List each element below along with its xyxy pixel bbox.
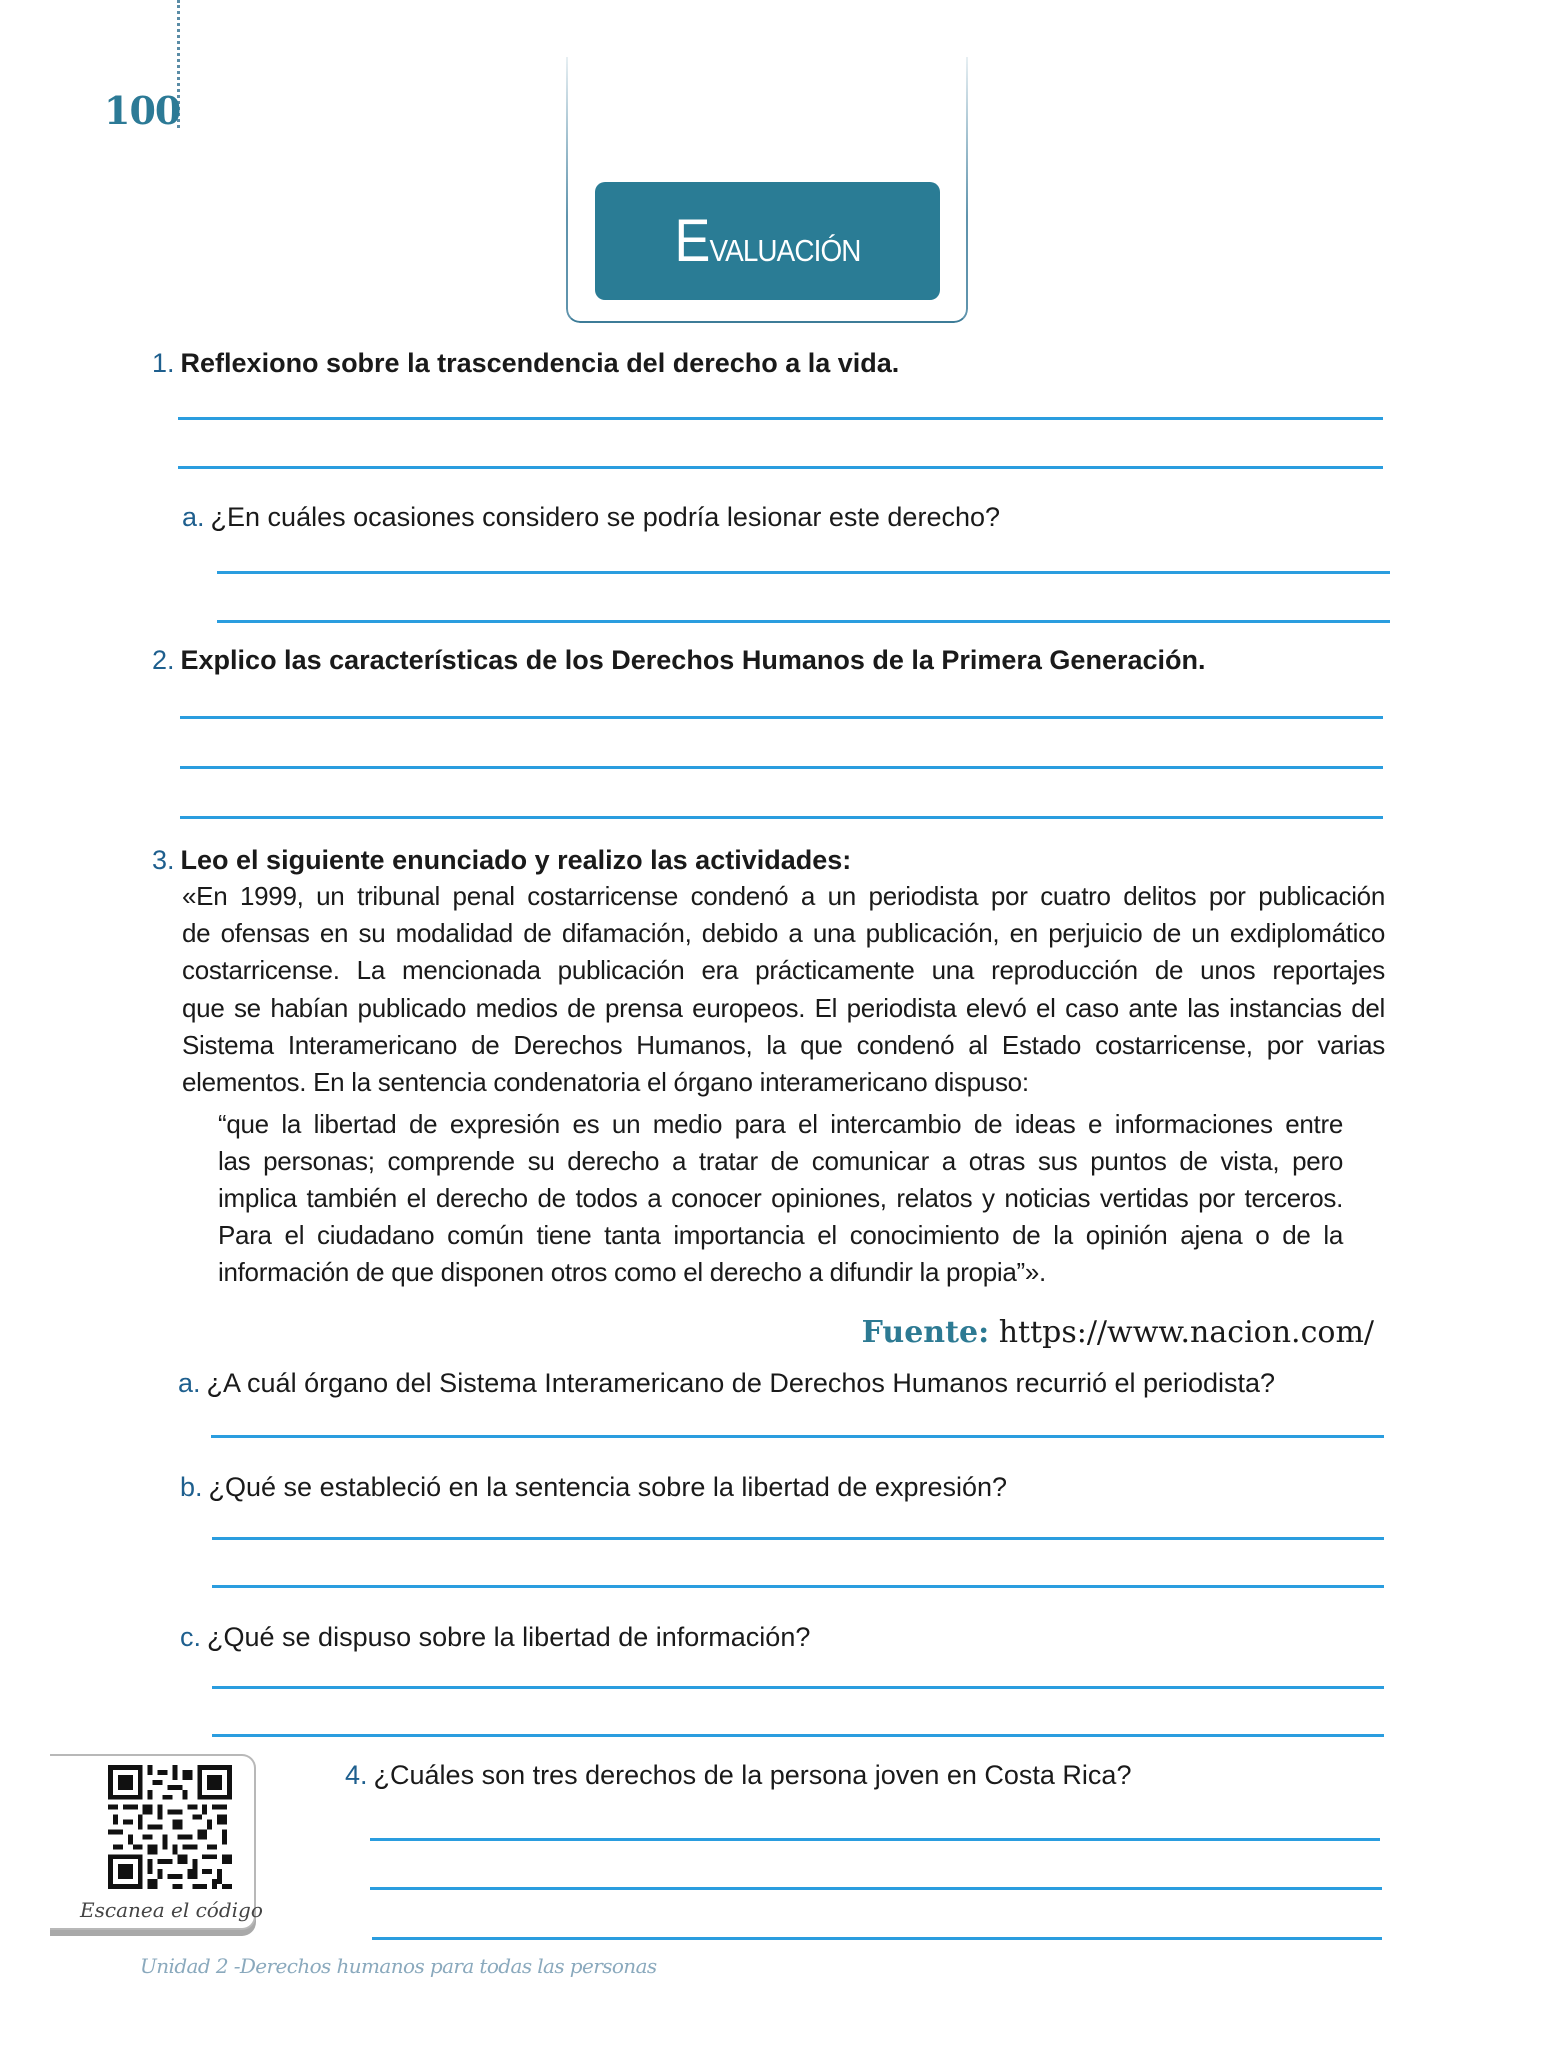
answer-line[interactable] [217, 571, 1390, 574]
question-number: 3. [152, 845, 175, 875]
case-paragraph [182, 878, 1385, 1101]
question-1 [152, 346, 899, 380]
answer-line[interactable] [217, 620, 1390, 623]
answer-line[interactable] [212, 1734, 1384, 1737]
question-letter: b. [180, 1472, 203, 1502]
court-quote [218, 1106, 1343, 1291]
qr-caption: Escanea el código [80, 1898, 263, 1922]
question-text: ¿Qué se estableció en la sentencia sobre la libertad de expresión? [208, 1472, 1008, 1502]
question-text: ¿Qué se dispuso sobre la libertad de información? [207, 1622, 811, 1652]
question-text: ¿En cuáles ocasiones considero se podría lesionar este derecho? [210, 502, 1001, 532]
paragraph-line: costarricense. La mencionada publicación era prácticamente una reproducción de unos reportajes [182, 955, 1385, 986]
question-number: 2. [152, 645, 175, 675]
paragraph-line: de ofensas en su modalidad de difamación, debido a una publicación, en perjuicio de un exdiplomático [182, 918, 1385, 949]
quote-line: información de que disponen otros como el derecho a difundir la propia”». [218, 1257, 1046, 1287]
source-url[interactable]: https://www.nacion.com/ [998, 1315, 1374, 1350]
answer-line[interactable] [370, 1887, 1382, 1890]
question-3c [180, 1620, 810, 1654]
answer-line[interactable] [370, 1838, 1380, 1841]
question-letter: c. [180, 1622, 202, 1652]
answer-line[interactable] [212, 1585, 1384, 1588]
question-letter: a. [182, 502, 205, 532]
source-label: Fuente: [861, 1315, 990, 1350]
question-3b [180, 1470, 1007, 1504]
question-2 [152, 643, 1206, 677]
answer-line[interactable] [212, 1537, 1384, 1540]
question-text: Leo el siguiente enunciado y realizo las actividades: [180, 845, 852, 875]
question-3 [152, 843, 851, 877]
quote-line: Para el ciudadano común tiene tanta importancia el conocimiento de la opinión ajena o de la [218, 1220, 1343, 1250]
question-number: 4. [345, 1760, 368, 1790]
title-rest: valuación [709, 222, 861, 271]
question-1a [182, 500, 1000, 534]
unit-footer: Unidad 2 -Derechos humanos para todas las personas [140, 1954, 657, 1978]
answer-line[interactable] [180, 716, 1383, 719]
question-4 [345, 1758, 1131, 1792]
source-citation [862, 1313, 1374, 1353]
title-initial: E [674, 207, 710, 274]
page-number: 100 [104, 88, 181, 133]
paragraph-line: Sistema Interamericano de Derechos Humanos, la que condenó al Estado costarricense, por varias [182, 1029, 1385, 1060]
question-3a [178, 1366, 1275, 1400]
question-text: ¿A cuál órgano del Sistema Interamericano de Derechos Humanos recurrió el periodista? [206, 1368, 1276, 1398]
paragraph-line: que se habían publicado medios de prensa europeos. El periodista elevó el caso ante las instancias del [182, 992, 1385, 1023]
evaluation-banner [595, 182, 940, 300]
question-text: Explico las características de los Derechos Humanos de la Primera Generación. [180, 645, 1206, 675]
answer-line[interactable] [212, 1686, 1384, 1689]
quote-line: implica también el derecho de todos a conocer opiniones, relatos y noticias vertidas por terceros. [218, 1183, 1343, 1213]
page-title [674, 207, 861, 274]
quote-line: “que la libertad de expresión es un medio para el intercambio de ideas e informaciones entre [218, 1109, 1343, 1139]
paragraph-line: elementos. En la sentencia condenatoria el órgano interamericano dispuso: [182, 1066, 1029, 1097]
question-letter: a. [178, 1368, 201, 1398]
answer-line[interactable] [178, 466, 1383, 469]
paragraph-line: «En 1999, un tribunal penal costarricense condenó a un periodista por cuatro delitos por publicación [182, 881, 1385, 911]
answer-line[interactable] [372, 1937, 1382, 1940]
question-text: Reflexiono sobre la trascendencia del derecho a la vida. [180, 348, 900, 378]
question-text: ¿Cuáles son tres derechos de la persona joven en Costa Rica? [373, 1760, 1132, 1790]
qr-code-icon[interactable] [108, 1765, 232, 1889]
question-number: 1. [152, 348, 175, 378]
answer-line[interactable] [180, 766, 1383, 769]
quote-line: las personas; comprende su derecho a tratar de comunicar a otras sus puntos de vista, pero [218, 1146, 1343, 1176]
answer-line[interactable] [211, 1435, 1384, 1438]
answer-line[interactable] [178, 417, 1383, 420]
answer-line[interactable] [180, 816, 1383, 819]
